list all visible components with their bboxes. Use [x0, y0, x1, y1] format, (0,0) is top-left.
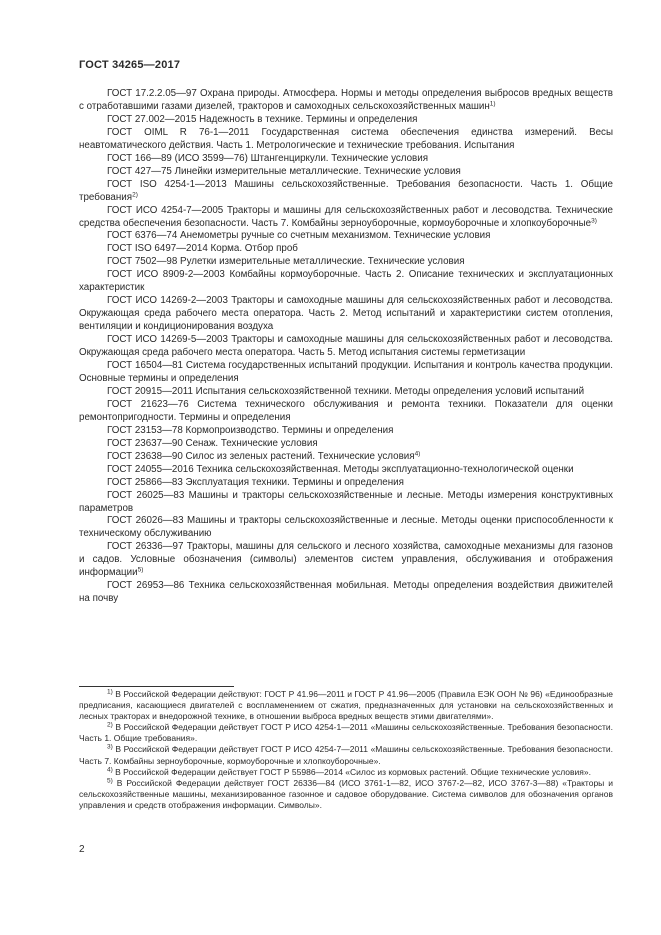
reference-item: ГОСТ 24055—2016 Техника сельскохозяйственная. Методы эксплуатационно-технологической оценки [107, 463, 574, 475]
reference-item: ГОСТ 166—89 (ИСО 3599—76) Штангенциркули. Технические условия [107, 152, 429, 164]
reference-item: ГОСТ 26026—83 Машины и тракторы сельскохозяйственные и лесные. Методы оценки приспособленности к техническому обслуживанию [79, 515, 613, 540]
reference-item: ГОСТ 7502—98 Рулетки измерительные металлические. Технические условия [107, 256, 465, 268]
reference-item: ГОСТ 23637—90 Сенаж. Технические условия [107, 437, 318, 449]
reference-item: ГОСТ 427—75 Линейки измерительные металлические. Технические условия [107, 165, 461, 177]
footnote: $^{4)}$ В Российской Федерации действует ГОСТ Р 55986—2014 «Силос из кормовых растений. Общие технические условия». [107, 766, 591, 777]
footnote-divider [79, 686, 234, 687]
reference-item: ГОСТ 23638—90 Силос из зеленых растений. Технические условия$^{4)}$ [107, 450, 421, 462]
reference-item: ГОСТ 6376—74 Анемометры ручные со счетным механизмом. Технические условия [107, 230, 491, 242]
reference-item: ГОСТ 26336—97 Тракторы, машины для сельского и лесного хозяйства, самоходные механизмы для газонов и садов. Условные обозначения (символы) элементов систем управления, обслуживания и отображения информации$^{5)}$ [79, 541, 613, 579]
reference-item: ГОСТ ИСО 4254-7—2005 Тракторы и машины для сельскохозяйственных работ и лесоводства. Технические средства обеспечения безопасности. Часть 7. Комбайны зерноуборочные, кормоуборочные и хлопкоуборочные$^{3)}$ [79, 204, 613, 229]
normative-references [79, 88, 613, 606]
document-header: ГОСТ 34265—2017 [79, 59, 181, 71]
reference-item: ГОСТ OIML R 76-1—2011 Государственная система обеспечения единства измерений. Весы неавтоматического действия. Часть 1. Метрологические и технические требования. Испытания [79, 126, 613, 151]
page-number: 2 [79, 844, 85, 855]
reference-item: ГОСТ 23153—78 Кормопроизводство. Термины и определения [107, 424, 394, 436]
reference-item: ГОСТ ИСО 14269-5—2003 Тракторы и самоходные машины для сельскохозяйственных работ и лесоводства. Окружающая среда рабочего места оператора. Часть 5. Метод испытания системы герметизации [79, 334, 613, 359]
footnote: $^{1)}$ В Российской Федерации действуют: ГОСТ Р 41.96—2011 и ГОСТ Р 41.96—2005 (Правила ЕЭК ООН № 96) «Единообразные предписания, касающиеся двигателей с воспламенением от сжатия, предназначенных для установки на сельскохозяйственных и лесных тракторах и внедорожной технике, в отношении выброса вредных веществ этими двигателями». [79, 688, 613, 722]
reference-item: ГОСТ 21623—76 Система технического обслуживания и ремонта техники. Показатели для оценки ремонтопригодности. Термины и определения [79, 398, 613, 423]
reference-item: ГОСТ 26025—83 Машины и тракторы сельскохозяйственные и лесные. Методы измерения конструктивных параметров [79, 489, 613, 514]
reference-item: ГОСТ 26953—86 Техника сельскохозяйственная мобильная. Методы определения воздействия движителей на почву [79, 580, 613, 605]
reference-item: ГОСТ 16504—81 Система государственных испытаний продукции. Испытания и контроль качества продукции. Основные термины и определения [79, 360, 613, 384]
footnote: $^{5)}$ В Российской Федерации действует ГОСТ 26336—84 (ИСО 3761-1—82, ИСО 3767-2—82, ИСО 3767-3—88) «Тракторы и сельскохозяйственные машины, механизированное газонное и садовое оборудование. Система символов для обозначения органов управления и средств отображения информации. Символы». [79, 777, 613, 810]
footnote: $^{2)}$ В Российской Федерации действует ГОСТ Р ИСО 4254-1—2011 «Машины сельскохозяйственные. Требования безопасности. Часть 1. Общие требования». [79, 721, 613, 744]
reference-item: ГОСТ 17.2.2.05—97 Охрана природы. Атмосфера. Нормы и методы определения выбросов вредных веществ с отработавшими газами дизелей, тракторов и самоходных сельскохозяйственных машин$^{1)}$ [79, 88, 613, 112]
footnotes [79, 689, 613, 811]
reference-item: ГОСТ 25866—83 Эксплуатация техники. Термины и определения [107, 476, 404, 488]
reference-item: ГОСТ ИСО 8909-2—2003 Комбайны кормоуборочные. Часть 2. Описание технических и эксплуатационных характеристик [79, 269, 613, 294]
reference-item: ГОСТ ISO 6497—2014 Корма. Отбор проб [107, 243, 298, 255]
reference-item: ГОСТ 20915—2011 Испытания сельскохозяйственной техники. Методы определения условий испытаний [107, 385, 585, 397]
reference-item: ГОСТ 27.002—2015 Надежность в технике. Термины и определения [107, 113, 418, 125]
footnote: $^{3)}$ В Российской Федерации действует ГОСТ Р ИСО 4254-7—2011 «Машины сельскохозяйственные. Требования безопасности. Часть 7. Комбайны зерноуборочные, кормоуборочные и хлопкоуборочные». [79, 743, 613, 766]
reference-item: ГОСТ ISO 4254-1—2013 Машины сельскохозяйственные. Требования безопасности. Часть 1. Общие требования$^{2)}$ [79, 178, 613, 203]
reference-item: ГОСТ ИСО 14269-2—2003 Тракторы и самоходные машины для сельскохозяйственных работ и лесоводства. Окружающая среда рабочего места оператора. Часть 2. Метод испытаний и характеристики систем отопления, вентиляции и кондиционирования воздуха [79, 295, 613, 333]
